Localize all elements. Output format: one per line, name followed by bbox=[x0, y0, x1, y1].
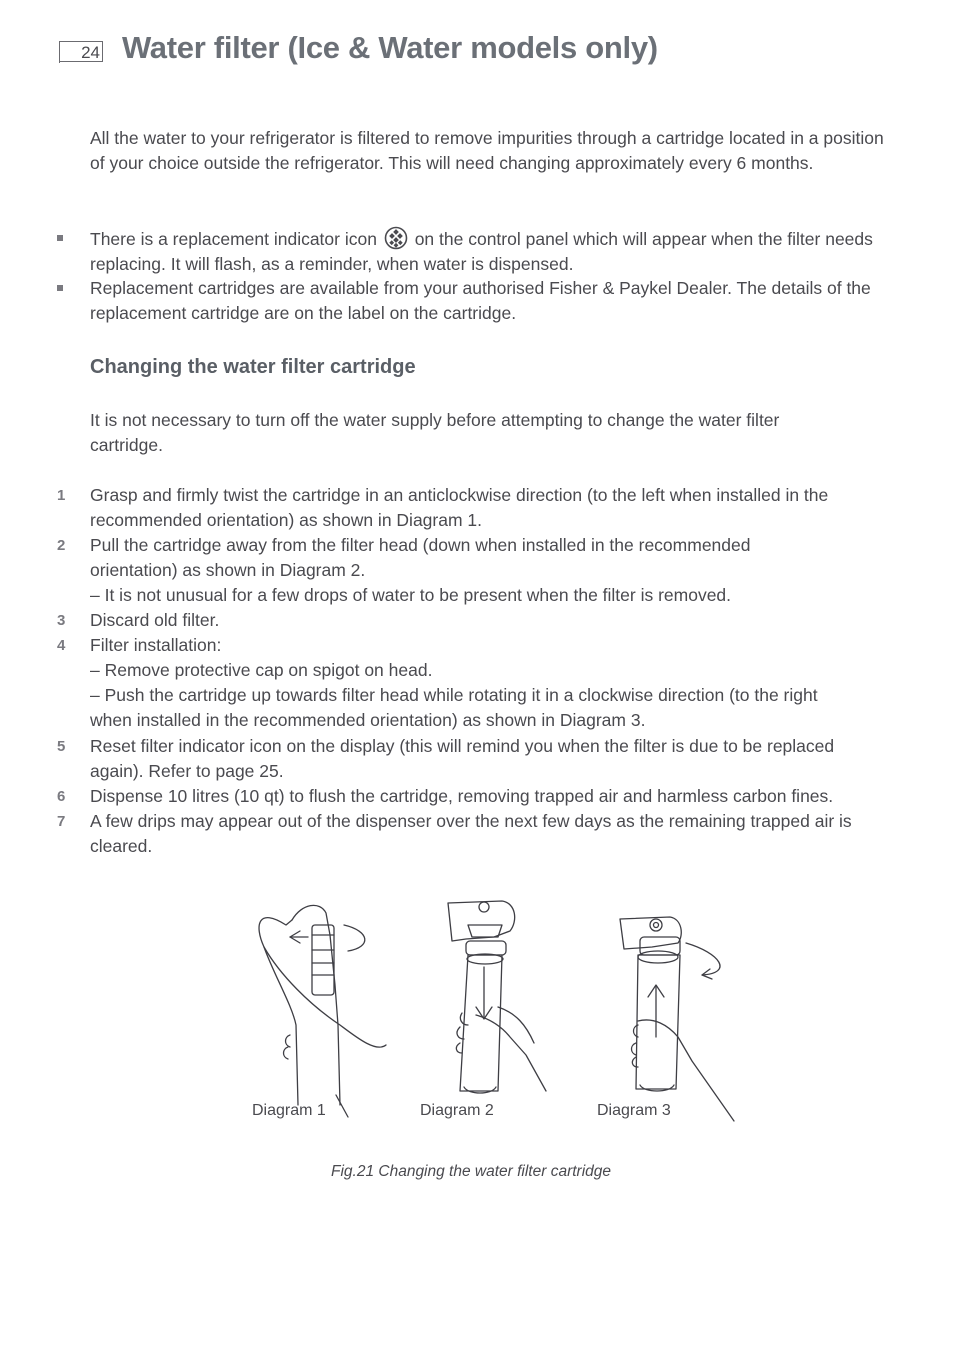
section-heading: Changing the water filter cartridge bbox=[90, 356, 416, 378]
page-number: 24 bbox=[59, 41, 103, 62]
step-text: A few drips may appear out of the dispenser over the next few days as the remaining trapped air is cleared. bbox=[90, 811, 852, 856]
step-text: Dispense 10 litres (10 qt) to flush the cartridge, removing trapped air and harmless carbon fines. bbox=[90, 786, 834, 806]
bullet-text-end: on the control panel which will appear when the filter needs replacing. It will flash, as a reminder, when water is dispensed. bbox=[90, 229, 873, 274]
step-number: 7 bbox=[57, 813, 66, 830]
step-text: Grasp and firmly twist the cartridge in an anticlockwise direction (to the left when installed in the recommended orientation) as shown in Diagram 1. bbox=[90, 485, 829, 530]
bullet-text-start: There is a replacement indicator icon bbox=[90, 229, 377, 249]
filter-indicator-icon bbox=[384, 226, 408, 250]
step-number: 2 bbox=[57, 537, 66, 554]
bullet-square-icon bbox=[57, 285, 63, 291]
diagram-2-illustration bbox=[448, 901, 546, 1093]
step-number: 3 bbox=[57, 612, 66, 629]
bullet-text bbox=[90, 226, 890, 277]
step-number: 1 bbox=[57, 487, 66, 504]
diagram-2-label: Diagram 2 bbox=[420, 1102, 494, 1119]
diagram-3-label: Diagram 3 bbox=[597, 1102, 671, 1119]
step-text: Reset filter indicator icon on the display (this will remind you when the filter is due to be replaced again). Refer to page 25. bbox=[90, 736, 835, 781]
figure-caption: Fig.21 Changing the water filter cartridge bbox=[331, 1163, 612, 1180]
diagram-1-label: Diagram 1 bbox=[252, 1102, 326, 1119]
diagram-1-illustration bbox=[259, 905, 386, 1117]
intro-paragraph: All the water to your refrigerator is filtered to remove impurities through a cartridge located in a position of your choice outside the refrigerator. This will need changing approximately every 6 months. bbox=[90, 128, 884, 173]
step-sub-item: – Push the cartridge up towards filter head while rotating it in a clockwise direction (to the right when installed in the recommended orientation) as shown in Diagram 3. bbox=[90, 685, 818, 730]
step-number: 5 bbox=[57, 738, 66, 755]
step-number: 6 bbox=[57, 788, 66, 805]
bullet-text: Replacement cartridges are available from your authorised Fisher & Paykel Dealer. The details of the replacement cartridge are on the label on the cartridge. bbox=[90, 278, 871, 323]
step-sub-item: – Remove protective cap on spigot on head. bbox=[90, 660, 433, 680]
section-intro: It is not necessary to turn off the water supply before attempting to change the water filter cartridge. bbox=[90, 410, 780, 455]
step-text: Pull the cartridge away from the filter head (down when installed in the recommended orientation) as shown in Diagram 2. bbox=[90, 535, 751, 580]
step-text: Filter installation: bbox=[90, 635, 222, 655]
step-number: 4 bbox=[57, 637, 66, 654]
diagram-3-illustration bbox=[620, 917, 734, 1121]
step-text: Discard old filter. bbox=[90, 610, 220, 630]
step-sub-item: – It is not unusual for a few drops of water to be present when the filter is removed. bbox=[90, 585, 732, 605]
page-title: Water filter (Ice & Water models only) bbox=[122, 30, 658, 65]
filter-change-diagrams bbox=[240, 895, 760, 1130]
bullet-square-icon bbox=[57, 235, 63, 241]
